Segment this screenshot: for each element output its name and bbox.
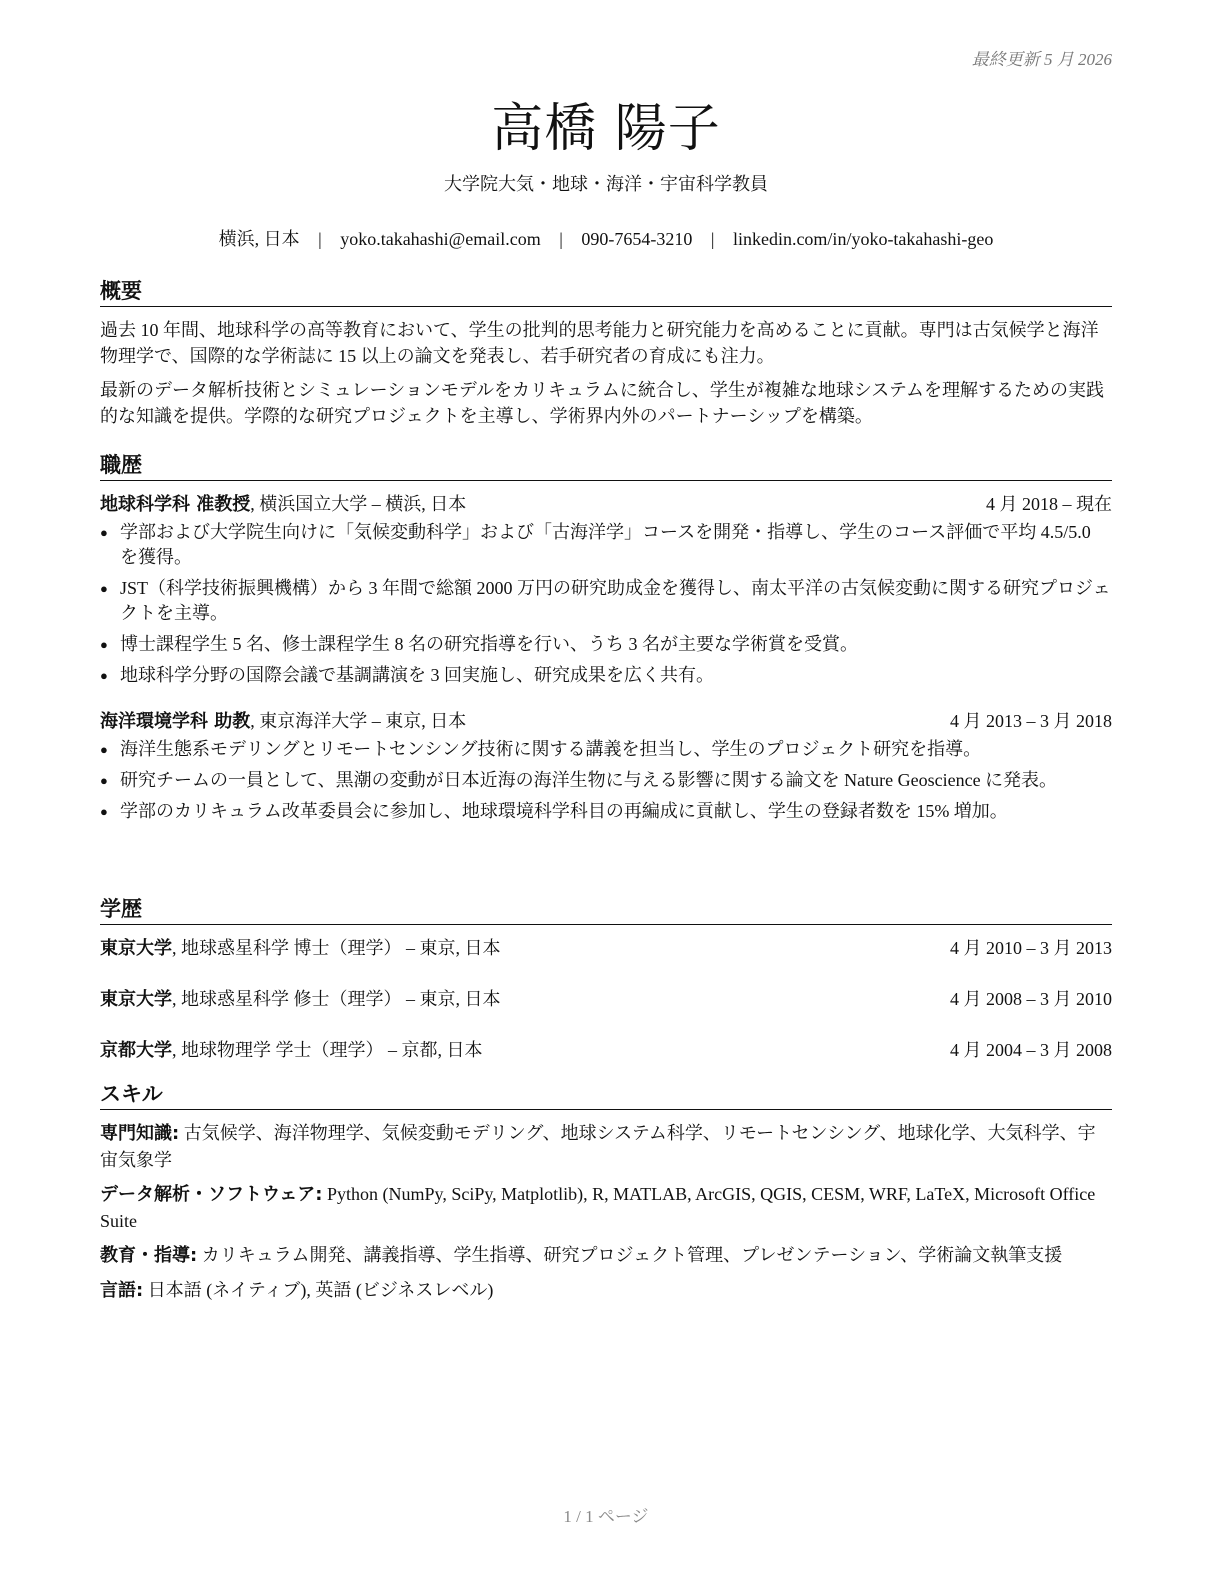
entry-header <box>100 491 1112 518</box>
skill-row <box>100 1242 1112 1269</box>
bullet-item: ● 学部および大学院生向けに「気候変動科学」および「古海洋学」コースを開発・指導し、学生のコース評価で平均 4.5/5.0 を獲得。 <box>120 520 1112 570</box>
contact-location: 横浜, 日本 <box>218 229 300 249</box>
skill-label: 教育・指導: <box>100 1245 198 1266</box>
entry-role: 海洋環境学科 助教 <box>100 711 251 732</box>
summary-section <box>100 278 1112 437</box>
bullet-item: ● JST（科学技術振興機構）から 3 年間で総額 2000 万円の研究助成金を獲得し、南太平洋の古気候変動に関する研究プロジェクトを主導。 <box>120 576 1112 626</box>
section-title-skills: スキル <box>100 1081 1112 1110</box>
person-name: 高橋 陽子 <box>491 99 721 159</box>
contact-separator: | <box>710 229 715 249</box>
education-detail: , 地球惑星科学 修士（理学） – 東京, 日本 <box>172 989 501 1009</box>
education-dates: 4 月 2008 – 3 月 2010 <box>950 989 1112 1009</box>
entry-org: , 東京海洋大学 – 東京, 日本 <box>250 711 467 731</box>
skill-row <box>100 1181 1112 1234</box>
bullet-item: ● 地球科学分野の国際会議で基調講演を 3 回実施し、研究成果を広く共有。 <box>120 663 1112 688</box>
education-title <box>100 935 501 962</box>
skill-row <box>100 1120 1112 1173</box>
entry-org: , 横浜国立大学 – 横浜, 日本 <box>250 494 467 514</box>
education-school: 東京大学 <box>100 938 172 959</box>
skill-value: 日本語 (ネイティブ), 英語 (ビジネスレベル) <box>143 1280 494 1300</box>
entry-title <box>100 491 466 518</box>
page-number: 1 / 1 ページ <box>563 1507 649 1526</box>
summary-paragraph: 最新のデータ解析技術とシミュレーションモデルをカリキュラムに統合し、学生が複雑な地球システムを理解するための実践的な知識を提供。学際的な研究プロジェクトを主導し、学術界内外のパートナーシップを構築。 <box>100 380 1105 426</box>
job-title: 大学院大気・地球・海洋・宇宙科学教員 <box>444 174 768 194</box>
contact-separator: | <box>318 229 322 249</box>
skill-value: Python (NumPy, SciPy, Matplotlib), R, MATLAB, ArcGIS, QGIS, CESM, WRF, LaTeX, Microsoft Office Suite <box>100 1184 1096 1231</box>
skill-label: データ解析・ソフトウェア: <box>100 1184 323 1205</box>
skill-value: カリキュラム開発、講義指導、学生指導、研究プロジェクト管理、プレゼンテーション、学術論文執筆支援 <box>197 1245 1063 1265</box>
contact-separator: | <box>559 229 563 249</box>
skill-row <box>100 1277 1112 1304</box>
education-section <box>100 896 1112 1088</box>
skills-section <box>100 1081 1112 1312</box>
contact-linkedin[interactable]: linkedin.com/in/yoko-takahashi-geo <box>732 229 994 249</box>
resume-page <box>100 0 1112 1584</box>
education-dates: 4 月 2010 – 3 月 2013 <box>950 938 1112 958</box>
section-title-experience: 職歴 <box>100 452 1112 481</box>
last-updated: 最終更新 5 月 2026 <box>971 50 1112 69</box>
education-entry <box>100 935 1112 962</box>
bullet-item: ● 博士課程学生 5 名、修士課程学生 8 名の研究指導を行い、うち 3 名が主要な学術賞を受賞。 <box>120 632 1112 657</box>
entry-title <box>100 708 466 735</box>
education-detail: , 地球物理学 学士（理学） – 京都, 日本 <box>172 1040 483 1060</box>
education-detail: , 地球惑星科学 博士（理学） – 東京, 日本 <box>172 938 501 958</box>
education-title <box>100 1037 483 1064</box>
education-school: 京都大学 <box>100 1040 172 1061</box>
skill-label: 専門知識: <box>100 1123 180 1144</box>
summary-paragraph: 過去 10 年間、地球科学の高等教育において、学生の批判的思考能力と研究能力を高めることに貢献。専門は古気候学と海洋物理学で、国際的な学術誌に 15 以上の論文を発表し、若手研究者の育成にも注力。 <box>100 320 1099 366</box>
entry-bullets <box>100 737 1112 824</box>
bullet-item: ● 学部のカリキュラム改革委員会に参加し、地球環境科学科目の再編成に貢献し、学生の登録者数を 15% 増加。 <box>120 799 1112 824</box>
education-title <box>100 986 501 1013</box>
contact-line <box>100 225 1112 251</box>
entry-header <box>100 708 1112 735</box>
skill-value: 古気候学、海洋物理学、気候変動モデリング、地球システム科学、リモートセンシング、地球化学、大気科学、宇宙気象学 <box>100 1123 1096 1170</box>
experience-entry <box>100 491 1112 688</box>
education-entry <box>100 1037 1112 1064</box>
bullet-item: ● 海洋生態系モデリングとリモートセンシング技術に関する講義を担当し、学生のプロジェクト研究を指導。 <box>120 737 1112 762</box>
experience-entry <box>100 708 1112 824</box>
skill-label: 言語: <box>100 1280 144 1301</box>
section-title-summary: 概要 <box>100 278 1112 307</box>
education-dates: 4 月 2004 – 3 月 2008 <box>950 1040 1112 1060</box>
education-school: 東京大学 <box>100 989 172 1010</box>
entry-bullets <box>100 520 1112 688</box>
contact-email[interactable]: yoko.takahashi@email.com <box>340 229 541 249</box>
education-entry <box>100 986 1112 1013</box>
entry-role: 地球科学科 准教授 <box>100 494 251 515</box>
experience-section <box>100 452 1112 830</box>
entry-dates: 4 月 2018 – 現在 <box>986 494 1112 514</box>
bullet-item: ● 研究チームの一員として、黒潮の変動が日本近海の海洋生物に与える影響に関する論文を Nature Geoscience に発表。 <box>120 768 1112 793</box>
contact-phone: 090-7654-3210 <box>581 229 693 249</box>
entry-dates: 4 月 2013 – 3 月 2018 <box>950 711 1112 731</box>
section-title-education: 学歴 <box>100 896 1112 925</box>
